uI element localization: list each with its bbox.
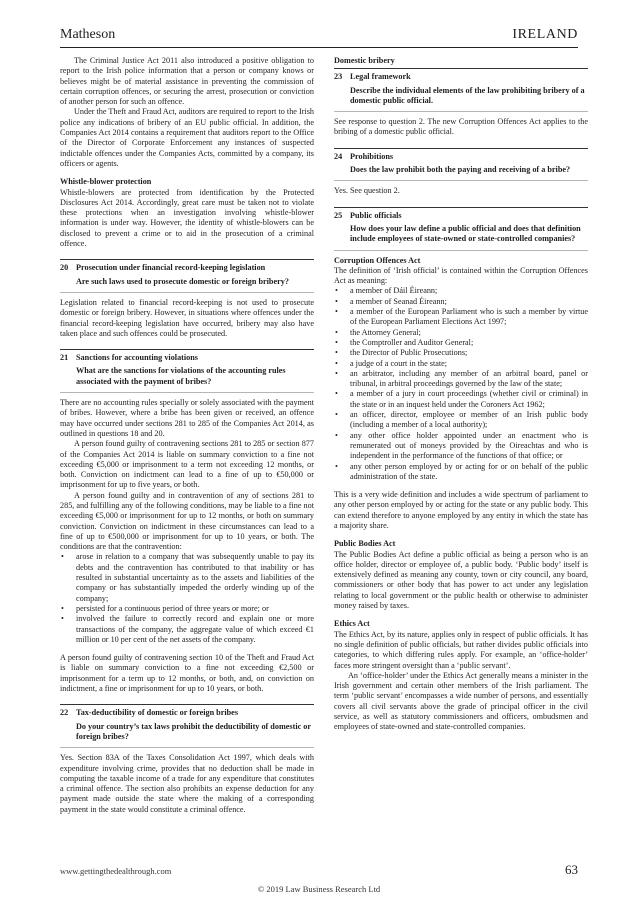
list-item: • arose in relation to a company that was subsequently unable to pay its debts and the contravention has contributed to that inability or has resulted in substantial uncertainty as to the assets and liabilities of the company or has substantially impeded the orderly winding up of the company; xyxy=(60,552,314,603)
list-item: • any other person employed by or acting for or on behalf of the public administration of the state. xyxy=(334,462,588,483)
answer-text: Yes. Section 83A of the Taxes Consolidation Act 1997, which deals with expenditure involving crime, provides that no deduction shall be made in computing the taxable income of a trade for any expenditure that constitutes a criminal offence. The section also prohibits an expense deduction for any payment made outside the state where the making of a corresponding payment in the state would constitute a criminal offence. xyxy=(60,753,314,814)
question-number: 24 xyxy=(334,151,343,161)
section-title: Domestic bribery xyxy=(334,56,588,69)
question-number: 25 xyxy=(334,210,343,220)
question-number: 22 xyxy=(60,708,69,718)
answer-text: A person found guilty of contravening section 10 of the Theft and Fraud Act is liable on summary conviction to a fine not exceeding €2,500 or imprisonment for a term up to 12 months, or both, and, on conviction on indictment, a fine or imprisonment for up to 10 years, or both. xyxy=(60,653,314,694)
question-title: Tax-deductibility of domestic or foreign bribes xyxy=(76,708,239,718)
question-22 xyxy=(60,704,314,748)
list-item: • any other office holder appointed under an enactment who is remunerated out of moneys provided by the Oireachtas and who is independent in the performance of the functions of that office; or xyxy=(334,431,588,462)
paragraph: Under the Theft and Fraud Act, auditors are required to report to the Irish police any indications of bribery of an EU public official. In addition, the Companies Act 2014 contains a requirement that auditors report to the Office of the Director of Corporate Enforcement any instances of suspected indictable offences under the Companies Acts, committed by a company, its officers or agents. xyxy=(60,107,314,168)
list-item: • persisted for a continuous period of three years or more; or xyxy=(60,604,314,614)
footer-url: www.gettingthedealthrough.com xyxy=(60,866,172,876)
question-text: How does your law define a public official and does that definition include employees of state-owned or state-controlled companies? xyxy=(350,223,581,244)
question-text: Are such laws used to prosecute domestic or foreign bribery? xyxy=(76,276,289,286)
question-title: Public officials xyxy=(350,210,402,220)
paragraph: The definition of ‘Irish official’ is contained within the Corruption Offences Act as meaning: xyxy=(334,265,588,286)
left-column xyxy=(60,56,314,815)
paragraph: This is a very wide definition and includes a wide spectrum of parliament to any other person employed by or acting for the state or any public body. This can extend therefore to anyone employed by any entity in which the state has a majority share. xyxy=(334,490,588,530)
answer-text: A person found guilty and in contravention of any of sections 281 to 285, and fulfilling any of the following conditions, may be liable to a fine not exceeding €5,000 or imprisonment for up to 12 months, or both on summary conviction. Conviction on indictment in these circumstances can lead to a fine of up to €500,000 or imprisonment for up to 10 years, or both. The conditions are that the contravention: xyxy=(60,490,314,552)
paragraph: The Public Bodies Act define a public official as being a person who is an office holder, director or employee of, a public body. ‘Public body’ itself is extensively defined as meaning any county, town or city council, any board, commissioners or other body that has power to act under any legislation relating to local government or the public health or otherwise to administer money raised by taxes. xyxy=(334,549,588,611)
question-text: Describe the individual elements of the law prohibiting bribery of a domestic public official. xyxy=(350,85,585,105)
list-item: • the Comptroller and Auditor General; xyxy=(334,338,588,348)
subheading-whistle-blower: Whistle-blower protection xyxy=(60,177,152,187)
subheading-corruption-offences-act: Corruption Offences Act xyxy=(334,255,421,265)
question-20 xyxy=(60,259,314,293)
footer-copyright: © 2019 Law Business Research Ltd xyxy=(257,884,381,894)
question-title: Prosecution under financial record-keeping legislation xyxy=(76,263,266,273)
question-title: Prohibitions xyxy=(350,151,394,161)
answer-text: A person found guilty of contravening sections 281 to 285 or section 877 of the Companies Act 2014 is liable on summary conviction to a fine not exceeding €5,000 or imprisonment to a term not exceeding 12 months, or both. Conviction on indictment can lead to a fine of up to €50,000 or imprisonment for up to five years, or both. xyxy=(60,439,314,490)
irish-official-list xyxy=(334,286,588,482)
list-item: • a member of the European Parliament who is such a member by virtue of the European Parliament Elections Act 1997; xyxy=(334,307,588,328)
question-text: What are the sanctions for violations of the accounting rules associated with the payment of bribes? xyxy=(76,366,286,386)
question-number: 21 xyxy=(60,353,69,363)
right-column xyxy=(334,56,588,733)
question-24 xyxy=(334,148,588,182)
question-text: Do your country’s tax laws prohibit the deductibility of domestic or foreign bribes? xyxy=(76,721,311,741)
list-item: • a member of Dáil Éireann; xyxy=(334,286,588,296)
paragraph: The Criminal Justice Act 2011 also introduced a positive obligation to report to the Irish police information that a person or company knows or believes might be of material assistance in preventing the commission of certain corruption offences, or securing the arrest, prosecution or conviction of another person for such an offence. xyxy=(60,56,314,107)
list-item: • an arbitrator, including any member of an arbitral board, panel or tribunal, in arbitral proceedings governed by the law of the state; xyxy=(334,369,588,390)
subheading-public-bodies-act: Public Bodies Act xyxy=(334,539,396,549)
conditions-list xyxy=(60,552,314,645)
question-number: 20 xyxy=(60,263,69,273)
paragraph: The Ethics Act, by its nature, applies only in respect of public officials. It has no single definition of public officials, but rather divides public officials into categories, to which differing rules apply. For example, an ‘office-holder’ faces more stringent oversight than a ‘public servant’. xyxy=(334,629,588,670)
question-text: Does the law prohibit both the paying and receiving of a bribe? xyxy=(350,165,571,175)
answer-text: Yes. See question 2. xyxy=(334,186,400,196)
header-rule xyxy=(60,47,578,48)
list-item: • a member of Seanad Éireann; xyxy=(334,297,588,307)
paragraph: An ‘office-holder’ under the Ethics Act generally means a minister in the Irish government and certain other members of the Irish parliament. The term ‘public servant’ encompasses a wide number of persons, and essentially covers all civil servants above the grade of principal officer in the civil service, as well as statutory commissioners and officers, ombudsmen and employees of state-owned and state-controlled companies. xyxy=(334,670,588,732)
question-25 xyxy=(334,207,588,251)
question-21 xyxy=(60,349,314,393)
list-item: • the Director of Public Prosecutions; xyxy=(334,348,588,358)
question-title: Legal framework xyxy=(350,72,411,82)
list-item: • an officer, director, employee or member of an Irish public body (including a member of a local authority); xyxy=(334,410,588,431)
page-number: 63 xyxy=(565,862,578,877)
answer-text: Legislation related to financial record-keeping is not used to prosecute domestic or foreign bribery. However, in situations where offences under the financial record-keeping legislation have occurred, bribery may also have taken place and such offences could be prosecuted. xyxy=(60,297,314,338)
header-country: IRELAND xyxy=(512,27,578,42)
subheading-ethics-act: Ethics Act xyxy=(334,619,370,629)
answer-text: There are no accounting rules specially or solely associated with the payment of bribes. However, where a bribe has been given or received, an offence may have occurred under sections 281 to 285 of the Companies Act 2014, as outlined in questions 18 and 20. xyxy=(60,398,314,438)
question-23 xyxy=(334,72,588,112)
answer-text: See response to question 2. The new Corruption Offences Act applies to the bribing of a domestic public official. xyxy=(334,117,588,137)
header-publisher: Matheson xyxy=(60,27,116,42)
list-item: • a member of a jury in court proceedings (whether civil or criminal) in the state or in an inquest held under the Coroners Act 1962; xyxy=(334,389,588,410)
list-item: • a judge of a court in the state; xyxy=(334,359,588,369)
list-item: • involved the failure to correctly record and explain one or more transactions of the company, the aggregate value of which exceed €1 million or 10 per cent of the net assets of the company. xyxy=(60,614,314,645)
question-title: Sanctions for accounting violations xyxy=(76,353,198,363)
list-item: • the Attorney General; xyxy=(334,328,588,338)
question-number: 23 xyxy=(334,72,343,82)
paragraph: Whistle-blowers are protected from identification by the Protected Disclosures Act 2014. Accordingly, great care must be taken not to violate these protections when an investigation involving whistle-blower information is under way. However, the identity of whistle-blowers can be disclosed to prevent a crime or to aid in the prosecution of a criminal offence. xyxy=(60,187,314,249)
